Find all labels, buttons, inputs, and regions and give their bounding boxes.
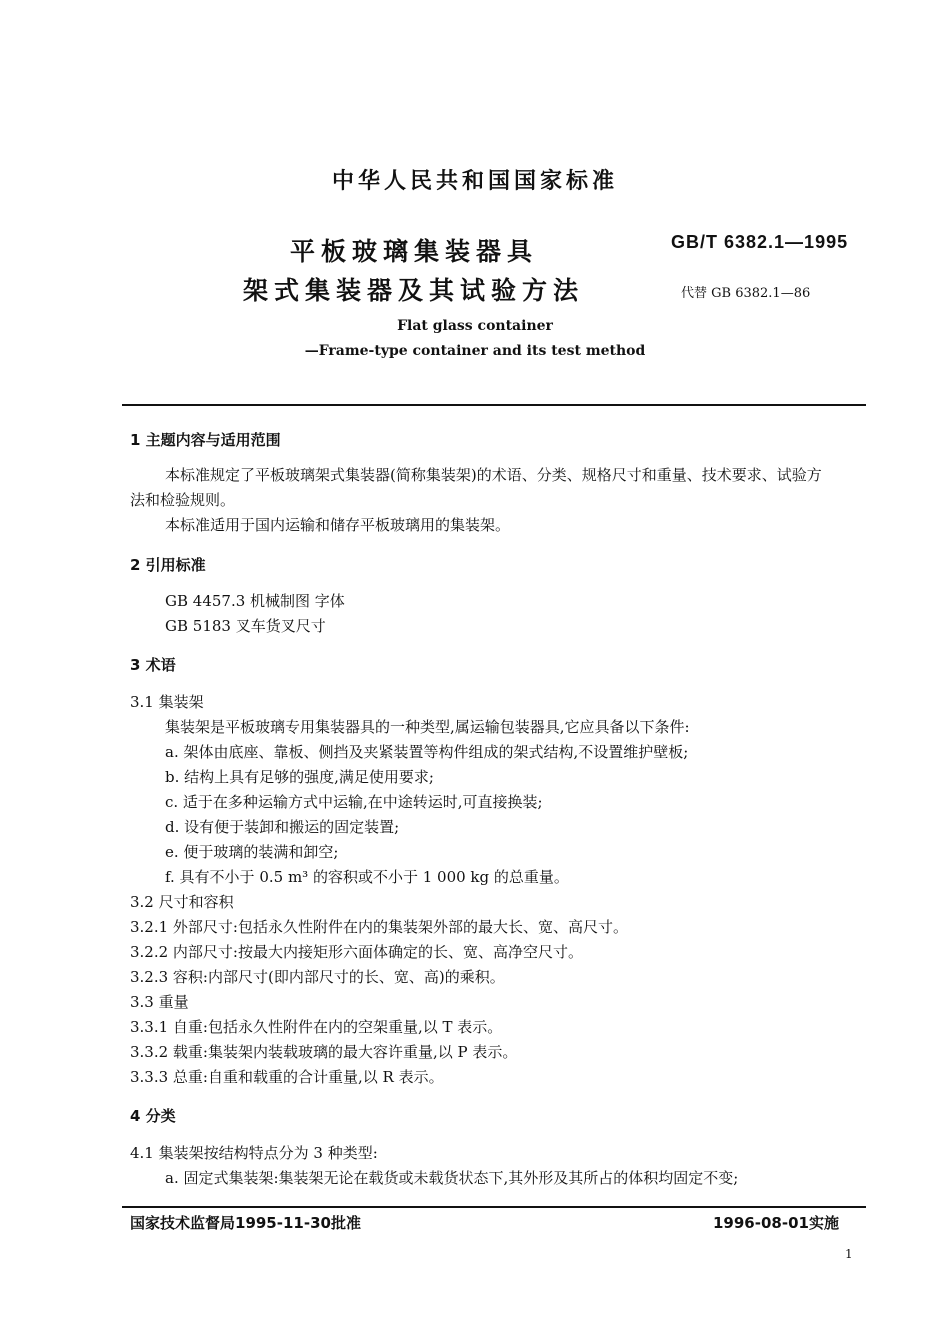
body-line: 法和检验规则。 [130,491,236,509]
body-line: 本标准适用于国内运输和储存平板玻璃用的集装架。 [165,516,511,534]
english-title-line-2: —Frame-type container and its test method [304,343,646,359]
body-line: c. 适于在多种运输方式中运输,在中途转运时,可直接换装; [165,793,543,811]
implementation-date: 1996-08-01实施 [713,1214,839,1232]
body-line: 3.3 重量 [130,993,189,1011]
body-line: 3.2.2 内部尺寸:按最大内接矩形六面体确定的长、宽、高净空尺寸。 [130,943,583,961]
section-heading: 1 主题内容与适用范围 [130,431,281,449]
body-line: e. 便于玻璃的装满和卸空; [165,843,339,861]
body-line: 3.1 集装架 [130,693,204,711]
body-line: f. 具有不小于 0.5 m³ 的容积或不小于 1 000 kg 的总重量。 [165,868,569,886]
section-heading: 3 术语 [130,656,176,674]
body-line: 本标准规定了平板玻璃架式集装器(简称集装架)的术语、分类、规格尺寸和重量、技术要求、试验方 [165,466,822,484]
body-line: 3.3.3 总重:自重和载重的合计重量,以 R 表示。 [130,1068,444,1086]
body-line: 3.2 尺寸和容积 [130,893,234,911]
body-line: GB 4457.3 机械制图 字体 [165,592,345,610]
body-line: GB 5183 叉车货叉尺寸 [165,617,326,635]
body-line: a. 固定式集装架:集装架无论在载货或未载货状态下,其外形及其所占的体积均固定不变; [165,1169,739,1187]
body-line: 3.3.2 载重:集装架内装载玻璃的最大容许重量,以 P 表示。 [130,1043,518,1061]
standard-number: GB/T 6382.1—1995 [671,232,849,252]
standard-category-heading: 中华人民共和国国家标准 [331,169,618,194]
body-line: a. 架体由底座、靠板、侧挡及夹紧装置等构件组成的架式结构,不设置维护壁板; [165,743,689,761]
body-line: 3.3.1 自重:包括永久性附件在内的空架重量,以 T 表示。 [130,1018,503,1036]
page-number: 1 [845,1247,853,1261]
footer-divider [122,1206,866,1208]
approval-date: 国家技术监督局1995-11-30批准 [130,1214,361,1232]
body-line: 4.1 集装架按结构特点分为 3 种类型: [130,1144,378,1162]
body-line: 3.2.3 容积:内部尺寸(即内部尺寸的长、宽、高)的乘积。 [130,968,505,986]
section-heading: 2 引用标准 [130,556,206,574]
header-divider [122,404,866,406]
body-line: 集装架是平板玻璃专用集装器具的一种类型,属运输包装器具,它应具备以下条件: [165,718,690,736]
body-line: b. 结构上具有足够的强度,满足使用要求; [165,768,434,786]
body-line: d. 设有便于装卸和搬运的固定装置; [165,818,400,836]
replaces-standard: 代替 GB 6382.1—86 [681,286,811,301]
document-title-line-1: 平板玻璃集装器具 [290,237,539,266]
document-title-line-2: 架式集装器及其试验方法 [243,276,585,305]
english-title-line-1: Flat glass container [397,318,553,334]
body-line: 3.2.1 外部尺寸:包括永久性附件在内的集装架外部的最大长、宽、高尺寸。 [130,918,628,936]
section-heading: 4 分类 [130,1107,176,1125]
